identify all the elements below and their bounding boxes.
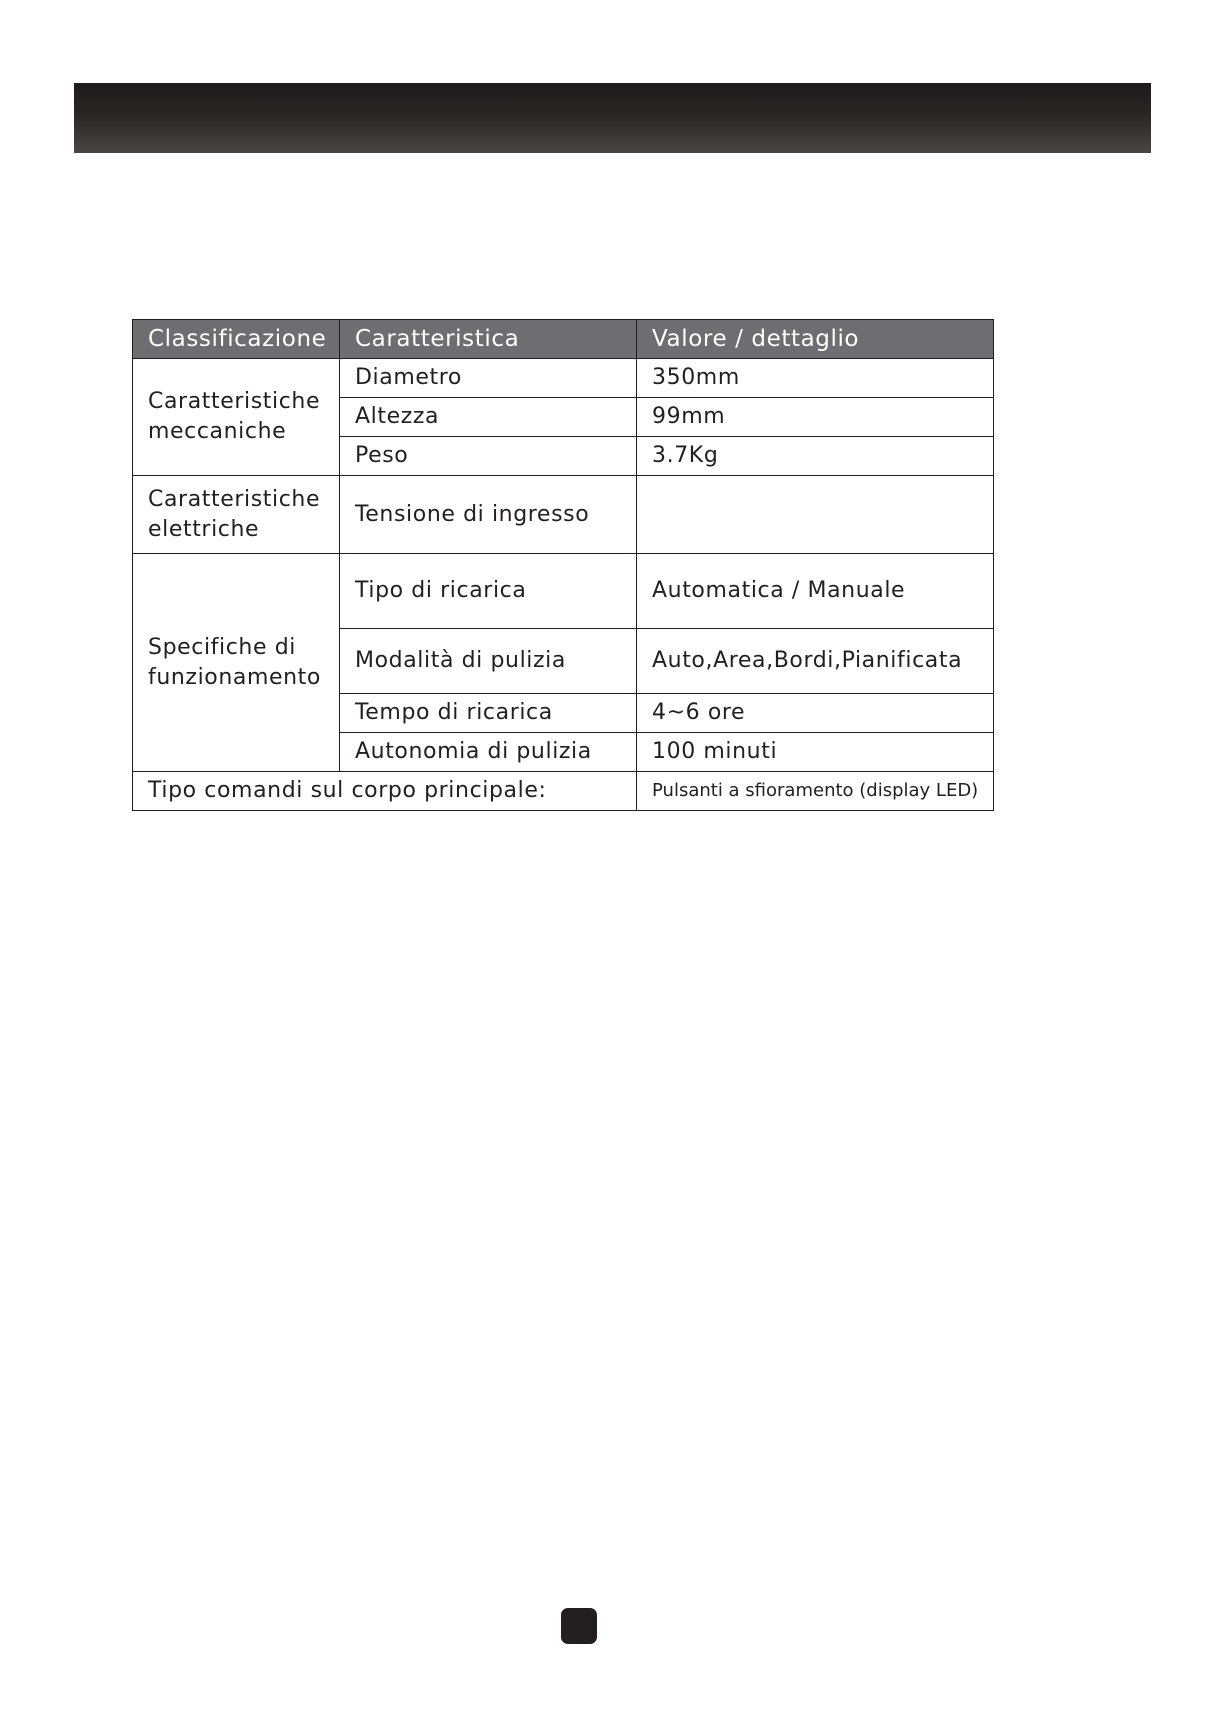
category-electrical: Caratteristiche elettriche — [133, 476, 340, 554]
feature-cell: Tensione di ingresso — [340, 476, 637, 554]
value-cell: 4~6 ore — [637, 694, 994, 733]
category-operation: Specifiche di funzionamento — [133, 554, 340, 772]
table-row — [133, 476, 994, 554]
table-header-row — [133, 320, 994, 359]
feature-cell: Modalità di pulizia — [340, 629, 637, 694]
header-feature: Caratteristica — [340, 320, 637, 359]
controls-label: Tipo comandi sul corpo principale: — [133, 772, 637, 811]
category-mechanical: Caratteristiche meccaniche — [133, 359, 340, 476]
feature-cell: Tempo di ricarica — [340, 694, 637, 733]
value-cell: 100 minuti — [637, 733, 994, 772]
table-row — [133, 359, 994, 398]
feature-cell: Altezza — [340, 398, 637, 437]
header-classification: Classificazione — [133, 320, 340, 359]
feature-cell: Autonomia di pulizia — [340, 733, 637, 772]
header-value: Valore / dettaglio — [637, 320, 994, 359]
specifications-table — [132, 319, 994, 811]
header-bar — [74, 83, 1151, 153]
page-number-marker — [561, 1608, 597, 1644]
feature-cell: Peso — [340, 437, 637, 476]
controls-value: Pulsanti a sfioramento (display LED) — [637, 772, 994, 811]
value-cell: 99mm — [637, 398, 994, 437]
value-cell: Auto,Area,Bordi,Pianificata — [637, 629, 994, 694]
table-row — [133, 554, 994, 629]
value-cell — [637, 476, 994, 554]
value-cell: 350mm — [637, 359, 994, 398]
table-footer-row — [133, 772, 994, 811]
value-cell: 3.7Kg — [637, 437, 994, 476]
feature-cell: Tipo di ricarica — [340, 554, 637, 629]
value-cell: Automatica / Manuale — [637, 554, 994, 629]
feature-cell: Diametro — [340, 359, 637, 398]
